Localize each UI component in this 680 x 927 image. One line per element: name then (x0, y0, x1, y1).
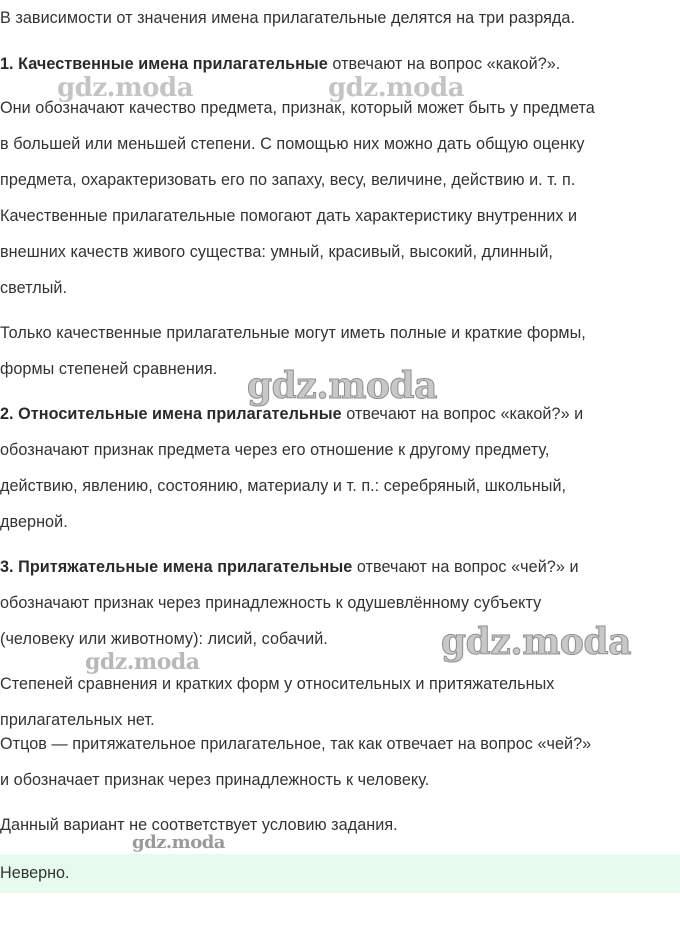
category-1-text-line: внешних качеств живого существа: умный, красивый, высокий, длинный, (0, 243, 553, 261)
category-2-text-line: дверной. (0, 513, 68, 531)
watermark-logo: gdz.moda (132, 832, 225, 853)
category-1-text-line: Качественные прилагательные помогают дать характеристику внутренних и (0, 207, 578, 225)
verdict-label: Неверно. (0, 864, 70, 882)
analysis-line: и обозначает признак через принадлежность к человеку. (0, 771, 430, 789)
category-1-heading-line (0, 54, 560, 74)
intro-text: В зависимости от значения имена прилагательные делятся на три разряда. (0, 9, 576, 27)
category-2-text-line: обозначают признак предмета через его отношение к другому предмету, (0, 441, 550, 459)
watermark-logo: gdz.moda (85, 649, 200, 675)
watermark-logo: gdz.moda (328, 73, 465, 103)
watermark-logo: gdz.moda (441, 621, 631, 663)
category-1-note-line: Только качественные прилагательные могут иметь полные и краткие формы, (0, 324, 586, 342)
category-1-title: 1. Качественные имена прилагательные (0, 55, 328, 73)
comparison-note-line: Степеней сравнения и кратких форм у относительных и притяжательных (0, 675, 555, 693)
comparison-note-line: прилагательных нет. (0, 711, 155, 729)
category-1-text-line: светлый. (0, 279, 68, 297)
category-1-text-line: Они обозначают качество предмета, признак, который может быть у предмета (0, 99, 595, 117)
category-1-note-line: формы степеней сравнения. (0, 360, 218, 378)
analysis-line: Отцов — притяжательное прилагательное, так как отвечает на вопрос «чей?» (0, 735, 592, 753)
category-2-text-line: действию, явлению, состоянию, материалу и т. п.: серебряный, школьный, (0, 477, 567, 495)
conclusion-text: Данный вариант не соответствует условию задания. (0, 816, 398, 834)
category-2-title: 2. Относительные имена прилагательные (0, 405, 342, 423)
watermark-logo: gdz.moda (57, 73, 194, 103)
category-1-text-line: предмета, охарактеризовать его по запаху, весу, величине, действию и. т. п. (0, 171, 576, 189)
category-3-question: отвечают на вопрос «чей?» и (352, 558, 579, 576)
category-3-text-line: обозначают признак через принадлежность к одушевлённому субъекту (0, 594, 542, 612)
category-1-question: отвечают на вопрос «какой?». (327, 55, 561, 73)
category-2-heading-line (0, 404, 583, 424)
category-3-title: 3. Притяжательные имена прилагательные (0, 558, 353, 576)
category-1-text-line: в большей или меньшей степени. С помощью них можно дать общую оценку (0, 135, 585, 153)
watermark-logo: gdz.moda (247, 365, 437, 407)
verdict-banner (0, 854, 680, 893)
category-3-text-line: (человеку или животному): лисий, собачий. (0, 630, 328, 648)
category-2-question: отвечают на вопрос «какой?» и (341, 405, 584, 423)
category-3-heading-line (0, 557, 579, 577)
